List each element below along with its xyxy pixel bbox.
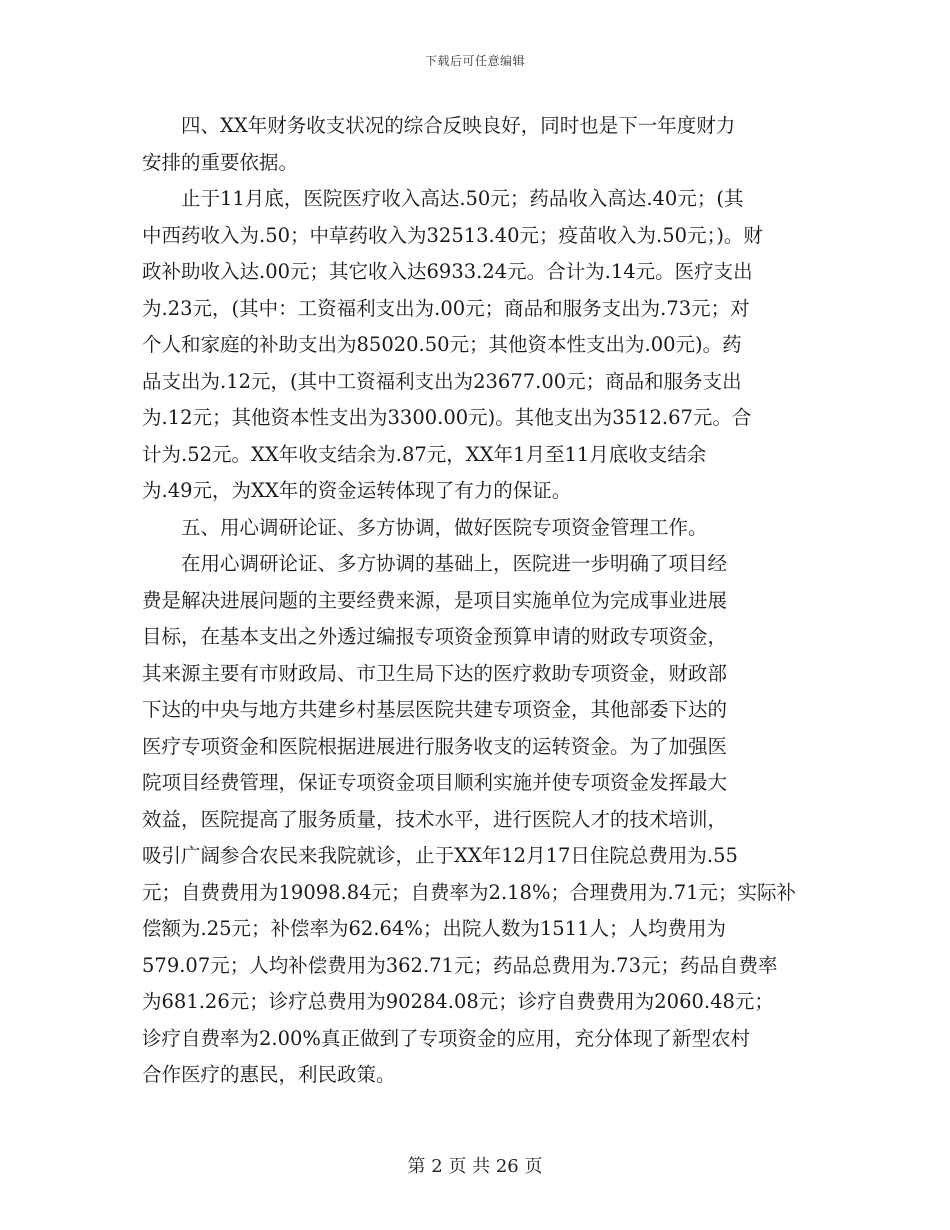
text-line: 为.23元，(其中：工资福利支出为.00元；商品和服务支出为.73元；对 [142,296,750,320]
text-line: 计为.52元。XX年收支结余为.87元，XX年1月至11月底收支结余 [142,442,707,466]
text-line: 偿额为.25元；补偿率为62.64%；出院人数为1511人；人均费用为 [142,917,726,940]
text-line: 安排的重要依据。 [142,150,299,174]
text-line: 效益，医院提高了服务质量，技术水平，进行医院人才的技术培训， [142,807,728,831]
page-header: 下载后可任意编辑 [424,54,525,68]
text-line: 止于11月底，医院医疗收入高达.50元；药品收入高达.40元；(其 [142,187,744,210]
text-line: 中西药收入为.50；中草药收入为32513.40元；疫苗收入为.50元；)。财 [142,223,763,247]
text-line: 为681.26元；诊疗总费用为90284.08元；诊疗自费费用为2060.48元； [142,990,774,1013]
text-line: 四、XX年财务收支状况的综合反映良好，同时也是下一年度财力 [142,114,736,137]
text-line: 其来源主要有市财政局、市卫生局下达的医疗救助专项资金，财政部 [142,661,728,685]
text-line: 诊疗自费率为2.00%真正做到了专项资金的应用，充分体现了新型农村 [142,1026,750,1050]
text-line: 下达的中央与地方共建乡村基层医院共建专项资金，其他部委下达的 [142,698,728,721]
text-line: 个人和家庭的补助支出为85020.50元；其他资本性支出为.00元)。药 [142,333,742,356]
text-line: 元；自费费用为19098.84元；自费率为2.18%；合理费用为.71元；实际补 [142,880,797,904]
text-line: 目标，在基本支出之外透过编报专项资金预算申请的财政专项资金， [142,625,728,648]
text-line: 吸引广阔参合农民来我院就诊，止于XX年12月17日住院总费用为.55 [142,844,738,867]
text-line: 579.07元；人均补偿费用为362.71元；药品总费用为.73元；药品自费率 [142,953,778,977]
text-line: 为.12元；其他资本性支出为3300.00元)。其他支出为3512.67元。合 [142,406,752,429]
text-line: 为.49元，为XX年的资金运转体现了有力的保证。 [142,479,572,502]
text-line: 五、用心调研论证、多方协调，做好医院专项资金管理工作。 [142,515,708,539]
text-line: 在用心调研论证、多方协调的基础上，医院进一步明确了项目经 [142,552,728,575]
text-line: 院项目经费管理，保证专项资金项目顺利实施并使专项资金发挥最大 [142,771,728,794]
text-line: 医疗专项资金和医院根据进展进行服务收支的运转资金。为了加强医 [142,734,728,758]
page-footer: 第 2 页 共 26 页 [407,1156,543,1177]
text-line: 费是解决进展问题的主要经费来源，是项目实施单位为完成事业进展 [142,588,728,612]
text-line: 合作医疗的惠民，利民政策。 [142,1063,396,1086]
document-body [142,108,810,1094]
text-line: 政补助收入达.00元；其它收入达6933.24元。合计为.14元。医疗支出 [142,260,753,283]
text-line: 品支出为.12元，(其中工资福利支出为23677.00元；商品和服务支出 [142,369,742,393]
